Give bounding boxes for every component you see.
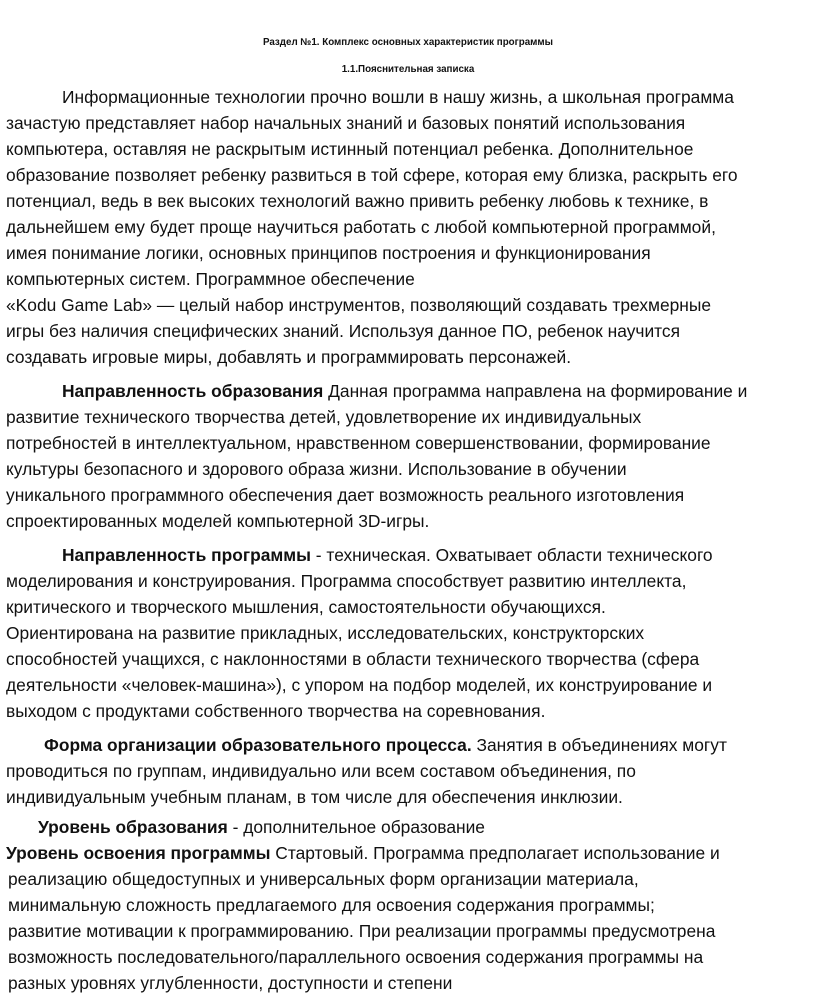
program-focus-label: Направленность программы — [62, 545, 311, 565]
paragraph-line: критического и творческого мышления, самостоятельности обучающихся. — [6, 597, 606, 617]
paragraph-line: дальнейшем ему будет проще научиться работать с любой компьютерной программой, — [6, 217, 716, 237]
paragraph-line: создавать игровые миры, добавлять и программировать персонажей. — [6, 347, 572, 367]
paragraph-line: разных уровнях углубленности, доступности и степени — [8, 973, 453, 993]
paragraph-text: - дополнительное образование — [227, 817, 485, 837]
paragraph-line: игры без наличия специфических знаний. Используя данное ПО, ребенок научится — [6, 321, 681, 341]
paragraph-first-line — [38, 814, 485, 840]
paragraph-first-line — [6, 840, 720, 866]
paragraph-line: «Kodu Game Lab» — целый набор инструментов, позволяющий создавать трехмерные — [6, 295, 712, 315]
education-level-label: Уровень образования — [38, 817, 228, 837]
paragraph-first-line — [62, 378, 747, 404]
paragraph-line: Ориентирована на развитие прикладных, исследовательских, конструкторских — [6, 623, 645, 643]
paragraph-line: способностей учащихся, с наклонностями в области технического творчества (сфера — [6, 649, 700, 669]
paragraph-line: спроектированных моделей компьютерной 3D-игры. — [6, 511, 430, 531]
paragraph-line: потребностей в интеллектуальном, нравственном совершенствовании, формирование — [6, 433, 711, 453]
paragraph-first-line — [62, 542, 713, 568]
paragraph-text: Стартовый. Программа предполагает использование и — [270, 843, 720, 863]
paragraph-line: проводиться по группам, индивидуально или всем составом объединения, по — [6, 761, 636, 781]
paragraph-line: компьютерных систем. Программное обеспечение — [6, 269, 415, 289]
paragraph-line: развитие технического творчества детей, удовлетворение их индивидуальных — [6, 407, 642, 427]
paragraph-line: потенциал, ведь в век высоких технологий важно привить ребенку любовь к технике, в — [6, 191, 709, 211]
paragraph-line: возможность последовательного/параллельного освоения содержания программы на — [8, 947, 704, 967]
paragraph-text: Данная программа направлена на формирование и — [323, 381, 748, 401]
focus-of-education-label: Направленность образования — [62, 381, 324, 401]
mastery-level-label: Уровень освоения программы — [6, 843, 271, 863]
paragraph-line: моделирования и конструирования. Программа способствует развитию интеллекта, — [6, 571, 687, 591]
paragraph-line: культуры безопасного и здорового образа жизни. Использование в обучении — [6, 459, 627, 479]
paragraph-text: - техническая. Охватывает области технического — [310, 545, 713, 565]
paragraph-line: развитие мотивации к программированию. При реализации программы предусмотрена — [8, 921, 716, 941]
paragraph-line: минимальную сложность предлагаемого для освоения содержания программы; — [8, 895, 655, 915]
paragraph-line: имея понимание логики, основных принципов построения и функционирования — [6, 243, 651, 263]
paragraph-line: уникального программного обеспечения дает возможность реального изготовления — [6, 485, 685, 505]
paragraph-line: зачастую представляет набор начальных знаний и базовых понятий использования — [6, 113, 686, 133]
paragraph-line: образование позволяет ребенку развиться в той сфере, которая ему близка, раскрыть его — [6, 165, 738, 185]
paragraph-line: деятельности «человек-машина»), с упором на подбор моделей, их конструирование и — [6, 675, 713, 695]
paragraph-line: выходом с продуктами собственного творчества на соревнования. — [6, 701, 546, 721]
paragraph-line: Информационные технологии прочно вошли в нашу жизнь, а школьная программа — [62, 87, 734, 107]
paragraph-line: реализацию общедоступных и универсальных форм организации материала, — [8, 869, 639, 889]
paragraph-text: Занятия в объединениях могут — [471, 735, 727, 755]
subsection-title: 1.1.Пояснительная записка — [341, 64, 475, 75]
paragraph-first-line — [44, 732, 727, 758]
organization-form-label: Форма организации образовательного процесса. — [44, 735, 472, 755]
section-title: Раздел №1. Комплекс основных характеристик программы — [262, 37, 554, 48]
paragraph-line: компьютера, оставляя не раскрытым истинный потенциал ребенка. Дополнительное — [6, 139, 694, 159]
paragraph-line: индивидуальным учебным планам, в том числе для обеспечения инклюзии. — [6, 787, 623, 807]
